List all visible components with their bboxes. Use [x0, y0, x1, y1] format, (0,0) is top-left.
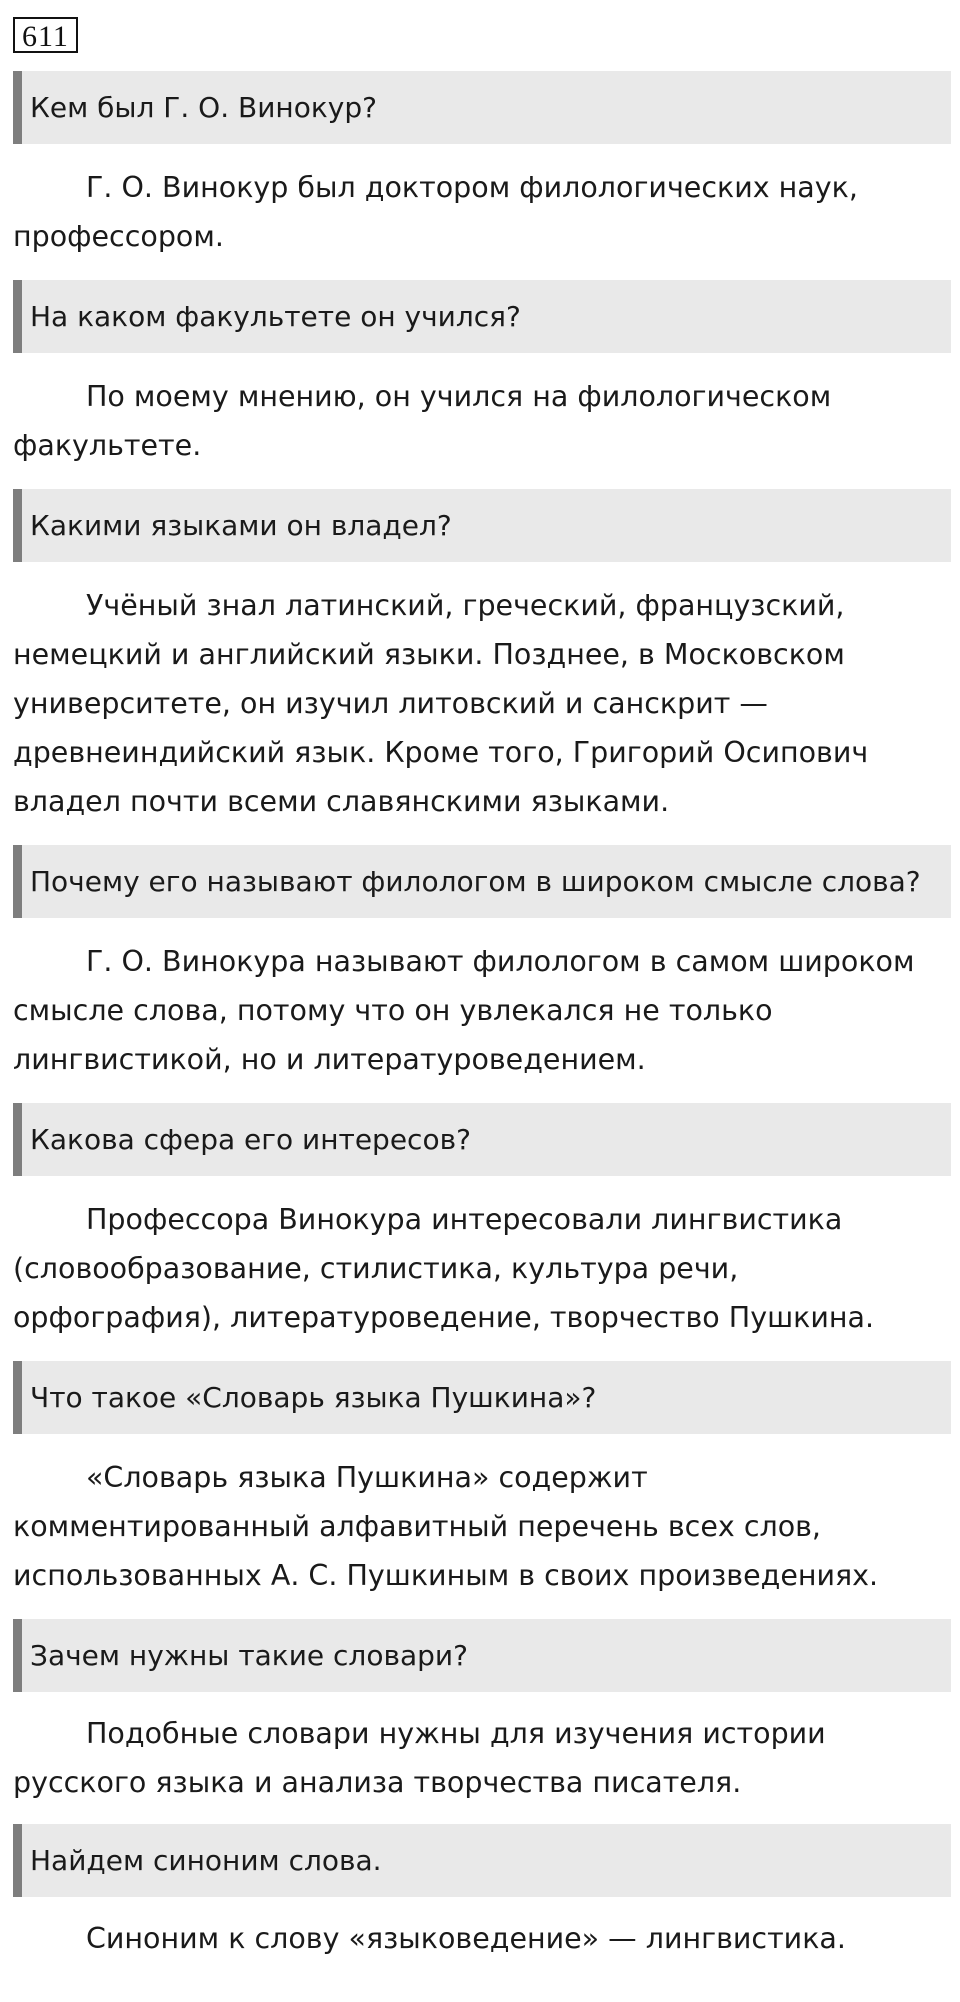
question-block: Какова сфера его интересов? [13, 1103, 951, 1176]
answer-paragraph: «Словарь языка Пушкина» содержит комментированный алфавитный перечень всех слов, использованных А. С. Пушкиным в своих произведениях. [13, 1461, 879, 1592]
question-answer-list [0, 71, 960, 1980]
question-block: Кем был Г. О. Винокур? [13, 71, 951, 144]
answer-paragraph: По моему мнению, он учился на филологическом факультете. [13, 380, 832, 462]
answer-paragraph: Синоним к слову «языковедение» — лингвистика. [86, 1922, 846, 1955]
answer-paragraph: Г. О. Винокура называют филологом в самом широком смысле слова, потому что он увлекался не только лингвистикой, но и литературоведением. [13, 945, 915, 1076]
exercise-number-box: 611 [13, 17, 78, 53]
answer-paragraph: Профессора Винокура интересовали лингвистика (словообразование, стилистика, культура речи, орфография), литературоведение, творчество Пушкина. [13, 1203, 875, 1334]
question-block: Зачем нужны такие словари? [13, 1619, 951, 1692]
answer-paragraph: Подобные словари нужны для изучения истории русского языка и анализа творчества писателя. [13, 1717, 826, 1799]
answer-paragraph: Учёный знал латинский, греческий, французский, немецкий и английский языки. Позднее, в Московском университете, он изучил литовский и санскрит — древнеиндийский язык. Кроме того, Григорий Осипович владел почти всеми славянскими языками. [13, 589, 869, 818]
question-block: На каком факультете он учился? [13, 280, 951, 353]
answer-paragraph: Г. О. Винокур был доктором филологических наук, профессором. [13, 171, 858, 253]
question-block: Что такое «Словарь языка Пушкина»? [13, 1361, 951, 1434]
question-block: Найдем синоним слова. [13, 1824, 951, 1897]
question-block: Какими языками он владел? [13, 489, 951, 562]
question-block: Почему его называют филологом в широком смысле слова? [13, 845, 951, 918]
